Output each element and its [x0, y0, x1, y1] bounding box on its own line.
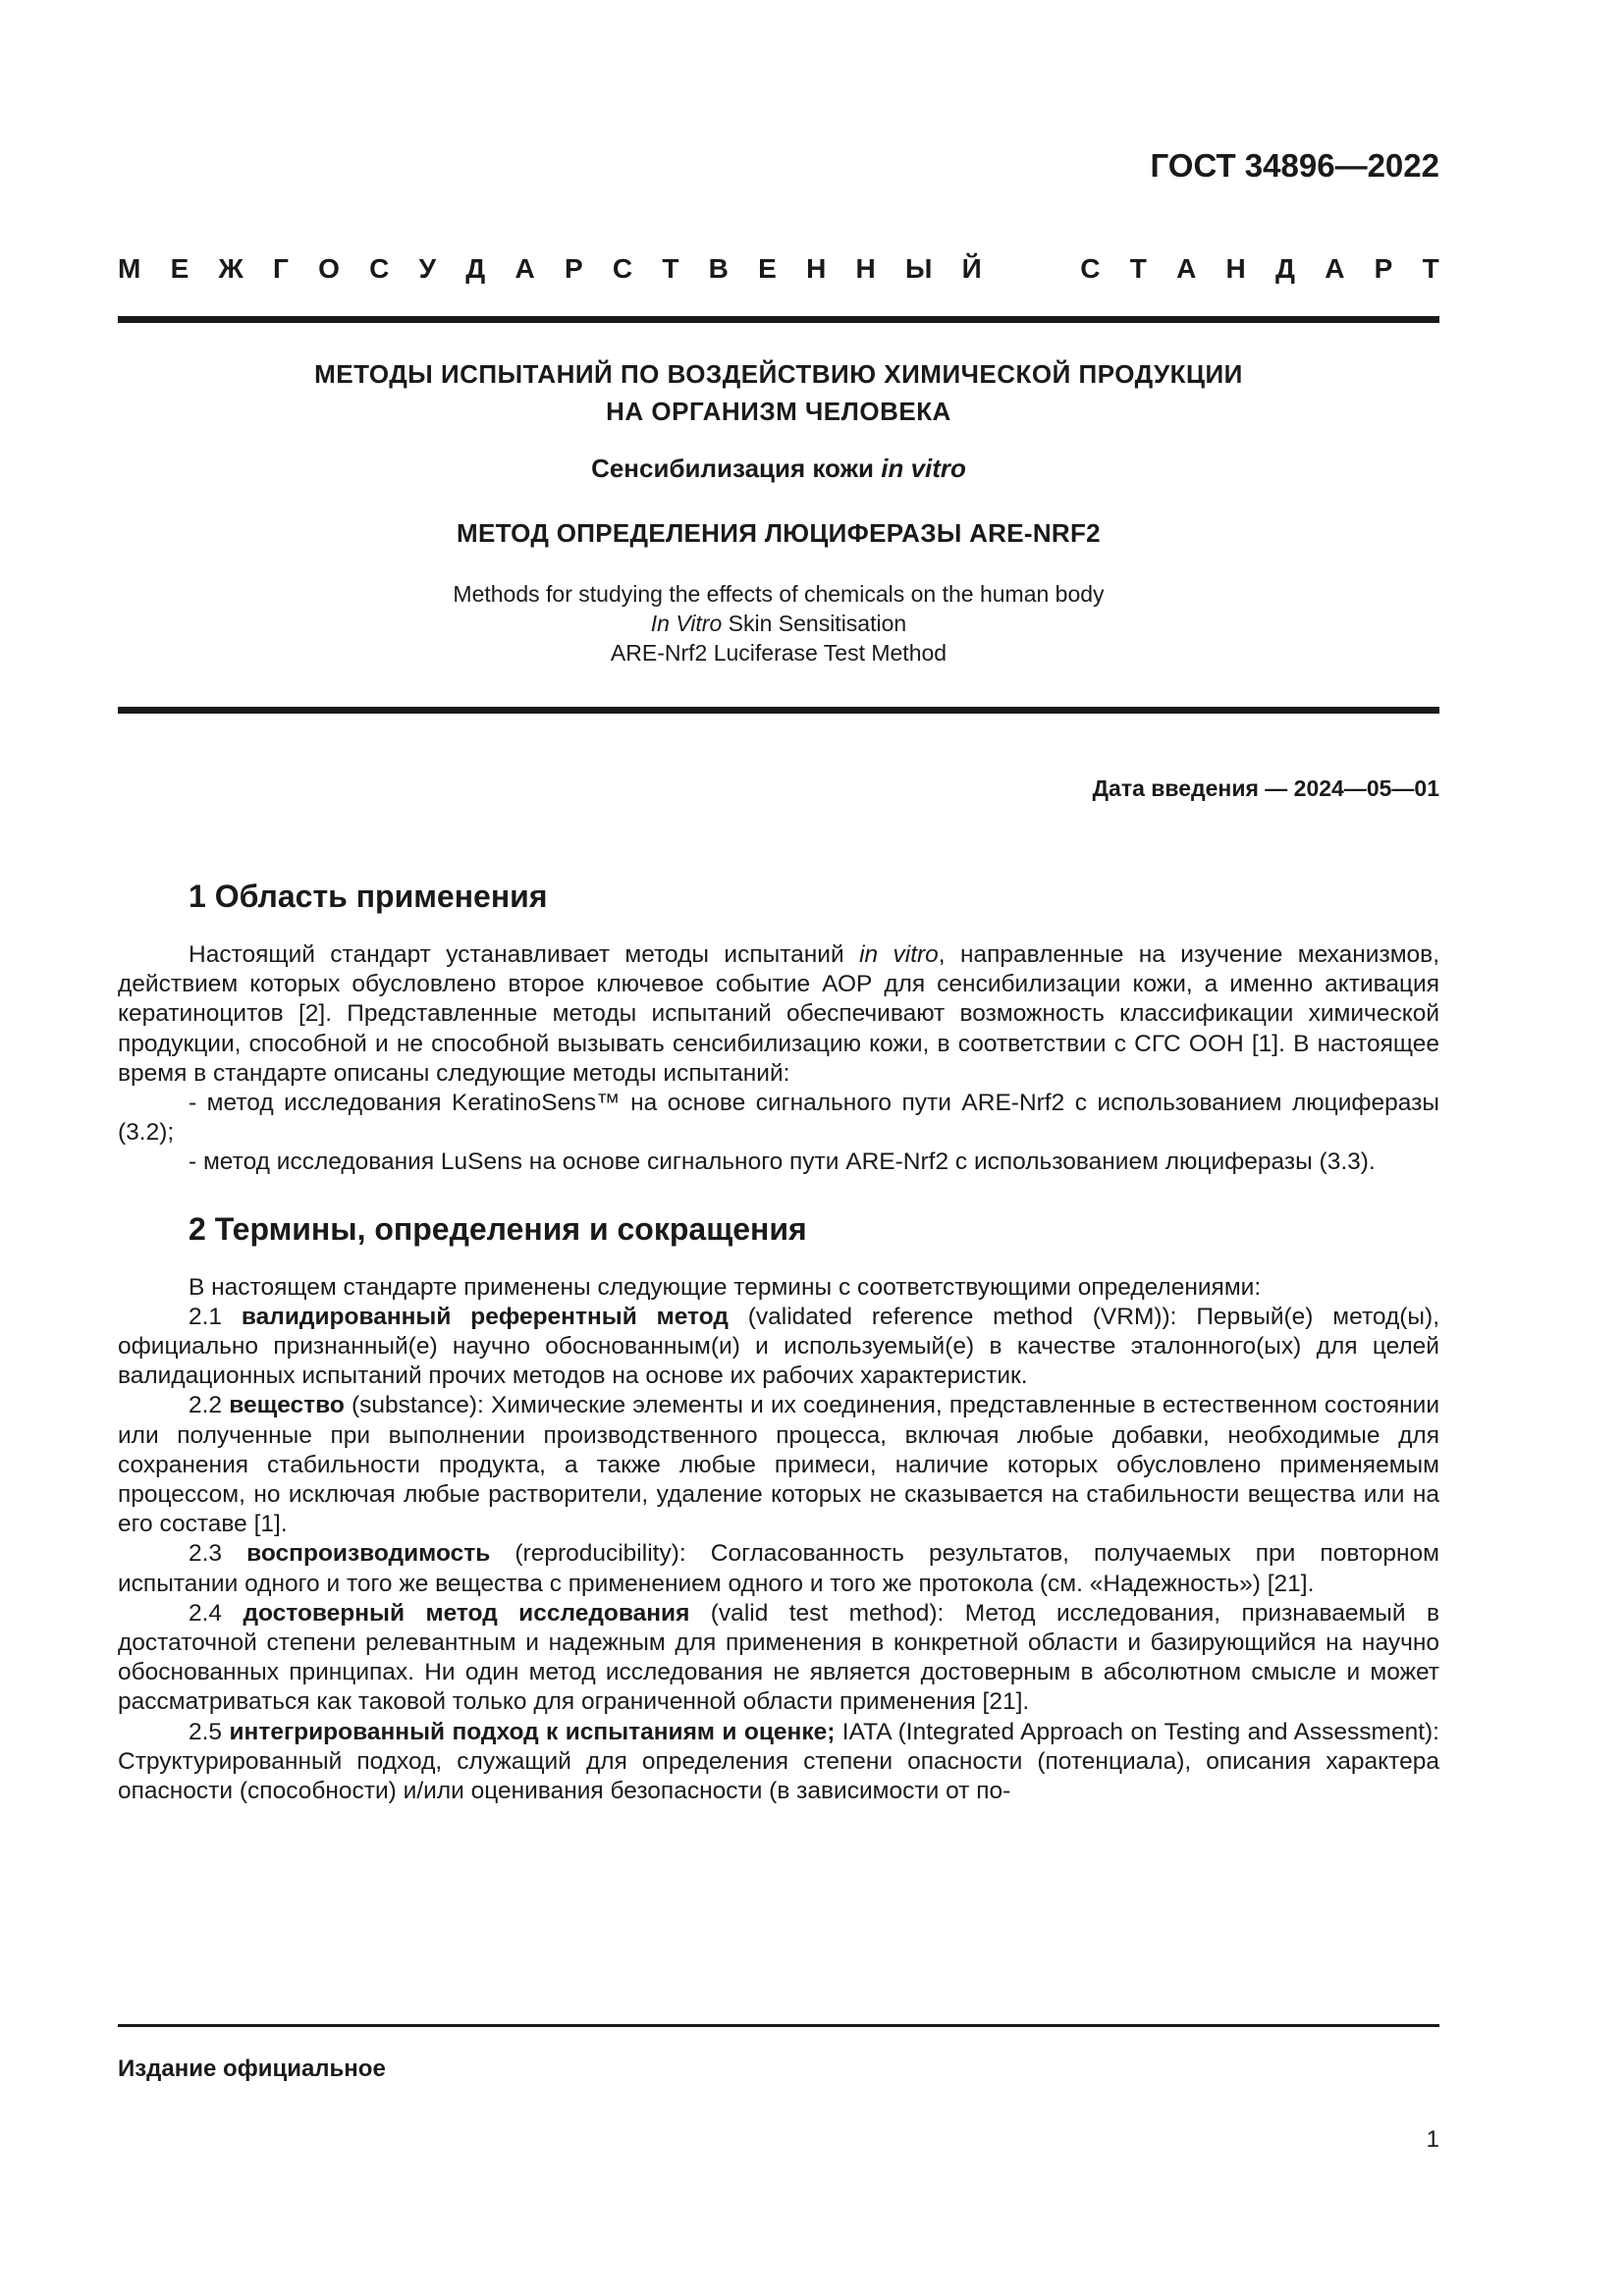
- term-definition: (reproducibility): Согласованность результатов, получаемых при повторном испытании одного и того же вещества с применением одного и того же протокола (см. «Надежность») [21].: [118, 1540, 1439, 1597]
- introduction-date: Дата введения — 2024—05—01: [1092, 775, 1439, 801]
- banner-word-gap: [1011, 253, 1051, 285]
- page-number: 1: [1426, 2126, 1439, 2153]
- section-1-list-item-1: - метод исследования KeratinoSens™ на основе сигнального пути ARE-Nrf2 с использованием люциферазы (3.2);: [118, 1090, 1439, 1147]
- term-name: валидированный референтный метод: [241, 1303, 729, 1330]
- term-definition: (validated reference method (VRM)): Первый(е) метод(ы), официально признанный(е) научно обоснованным(и) и используемый(е) в качестве эталонного(ых) для целей валидационных испытаний прочих методов на основе их рабочих характеристик.: [118, 1303, 1440, 1390]
- banner-letter: А: [1325, 253, 1345, 284]
- standard-number: ГОСТ 34896—2022: [1150, 147, 1439, 184]
- banner-letter: Й: [961, 253, 982, 284]
- banner-letter: Е: [170, 253, 189, 284]
- banner-letter: Т: [1422, 253, 1439, 284]
- term-number: 2.1: [189, 1303, 242, 1330]
- term-name: интегрированный подход к испытаниям и оценке;: [229, 1718, 836, 1745]
- section-1-list-item-2: - метод исследования LuSens на основе сигнального пути ARE-Nrf2 с использованием люциферазы (3.3).: [189, 1148, 1376, 1176]
- paragraph-text: Настоящий стандарт устанавливает методы испытаний: [189, 941, 860, 968]
- banner-letter: У: [418, 253, 437, 284]
- banner-letter: Д: [1275, 253, 1295, 284]
- banner-letter: Н: [806, 253, 827, 284]
- term-number: 2.2: [189, 1392, 230, 1419]
- banner-letter: О: [318, 253, 340, 284]
- term-definition: (substance): Химические элементы и их соединения, представленные в естественном состоянии или полученные при выполнении производственного процесса, включая любые добавки, необходимые для сохранения стабильности продукта, а также любые примеси, наличие которых обусловлено применяемым процессом, но исключая любые растворители, удаление которых не сказывается на стабильности вещества или на его составе [1].: [118, 1392, 1439, 1538]
- banner-letter: Д: [465, 253, 486, 284]
- footer-divider: [118, 2024, 1439, 2027]
- subtitle-text: Сенсибилизация кожи: [591, 454, 882, 483]
- english-title-line-1: Methods for studying the effects of chemicals on the human body: [453, 581, 1105, 607]
- banner-letter: А: [1176, 253, 1197, 284]
- official-edition-label: Издание официальное: [118, 2056, 386, 2082]
- banner-letter: С: [1080, 253, 1101, 284]
- banner-letter: Р: [1374, 253, 1393, 284]
- banner-letter: Н: [855, 253, 876, 284]
- banner-letter: В: [708, 253, 729, 284]
- term-definition: IATA (Integrated Approach on Testing and Assessment): Структурированный подход, служащий для определения степени опасности (потенциала), описания характера опасности (способности) и/или оценивания безопасности (в зависимости от по-: [118, 1718, 1439, 1805]
- banner-letter: Ы: [905, 253, 933, 284]
- document-title: [118, 355, 1439, 430]
- banner-letter: М: [118, 253, 141, 284]
- title-line-2: НА ОРГАНИЗМ ЧЕЛОВЕКА: [606, 397, 951, 426]
- term-number: 2.3: [189, 1540, 247, 1568]
- term-name: достоверный метод исследования: [243, 1599, 690, 1627]
- section-2-heading: 2 Термины, определения и сокращения: [189, 1210, 807, 1247]
- header-divider: [118, 316, 1439, 323]
- banner-letter: Т: [662, 253, 679, 284]
- banner-letter: С: [612, 253, 633, 284]
- document-page: [118, 0, 1439, 2296]
- term-name: вещество: [229, 1392, 345, 1419]
- term-2-4: [118, 1599, 1439, 1718]
- banner-letter: Е: [758, 253, 777, 284]
- method-title: МЕТОД ОПРЕДЕЛЕНИЯ ЛЮЦИФЕРАЗЫ ARE-NRF2: [457, 518, 1101, 548]
- english-title-line-2: Skin Sensitisation: [722, 611, 907, 636]
- term-name: воспроизводимость: [246, 1540, 491, 1568]
- subtitle-italic: in vitro: [881, 454, 966, 483]
- banner-letter: Н: [1225, 253, 1246, 284]
- english-title-line-3: ARE-Nrf2 Luciferase Test Method: [610, 640, 947, 666]
- document-body: [118, 879, 1439, 1806]
- banner-letter: Ж: [218, 253, 244, 284]
- term-2-1: [118, 1303, 1439, 1392]
- section-2-intro: В настоящем стандарте применены следующие термины с соответствующими определениями:: [189, 1273, 1262, 1301]
- banner-letter: С: [369, 253, 390, 284]
- term-number: 2.4: [189, 1599, 244, 1627]
- english-title-italic: In Vitro: [650, 611, 723, 636]
- title-line-1: МЕТОДЫ ИСПЫТАНИЙ ПО ВОЗДЕЙСТВИЮ ХИМИЧЕСКОЙ ПРОДУКЦИИ: [314, 359, 1243, 389]
- banner-letter: Г: [273, 253, 289, 284]
- banner-letter: А: [514, 253, 535, 284]
- banner-letter: Т: [1129, 253, 1147, 284]
- section-1-paragraph: [118, 940, 1439, 1089]
- document-subtitle: [118, 454, 1439, 484]
- paragraph-text: , направленные на изучение механизмов, действием которых обусловлено второе ключевое событие АОР для сенсибилизации кожи, а именно активация кератиноцитов [2]. Представленные методы испытаний обеспечивают возможность классификации химической продукции, способной и не способной вызывать сенсибилизацию кожи, в соответствии с СГС ООН [1]. В настоящее время в стандарте описаны следующие методы испытаний:: [118, 941, 1439, 1087]
- interstate-standard-banner: [118, 253, 1439, 285]
- term-number: 2.5: [189, 1718, 230, 1745]
- term-2-3: [118, 1539, 1439, 1598]
- english-title: [118, 579, 1439, 667]
- term-2-5: [118, 1718, 1439, 1807]
- section-1-heading: 1 Область применения: [189, 879, 548, 914]
- paragraph-italic: in vitro: [859, 941, 939, 968]
- title-divider: [118, 707, 1439, 714]
- term-definition: (valid test method): Метод исследования, признаваемый в достаточной степени релевантным и надежным для применения в конкретной области и базирующийся на научно обоснованных принципах. Ни один метод исследования не является достоверным в абсолютном смысле и может рассматриваться как таковой только для ограниченной области применения [21].: [118, 1599, 1440, 1716]
- term-2-2: [118, 1391, 1439, 1539]
- banner-letter: Р: [564, 253, 583, 284]
